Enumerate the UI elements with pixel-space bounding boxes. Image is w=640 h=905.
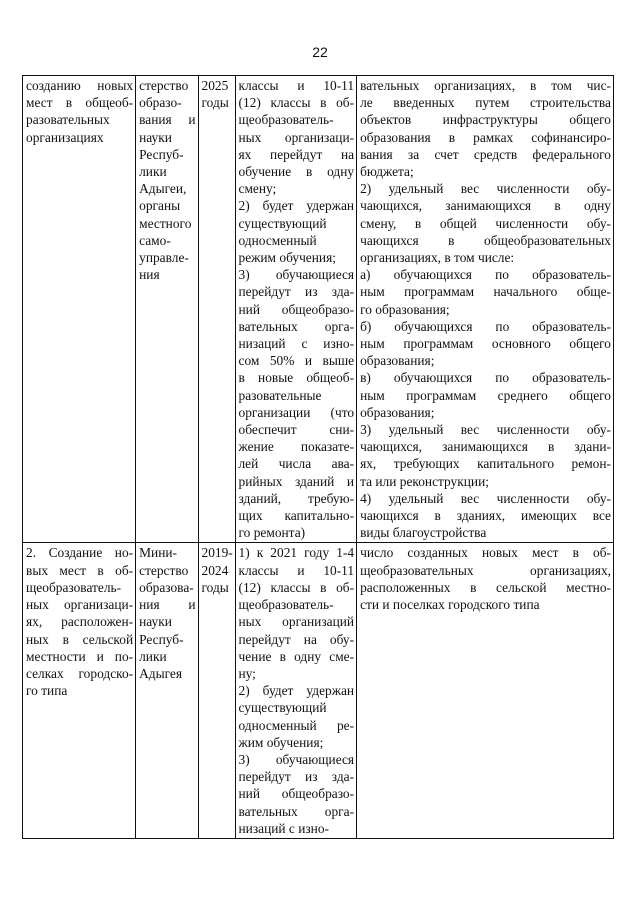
cell-line: лей числа ава-: [238, 456, 355, 472]
cell-line: 2024: [201, 562, 229, 578]
cell-line: ных организаци-: [238, 129, 355, 145]
cell-line: объектов инфраструктуры общего: [360, 112, 611, 128]
cell-line: рийных зданий и: [238, 473, 355, 489]
cell-line: Респуб-: [139, 146, 184, 162]
cell-line: Мини-: [139, 545, 177, 561]
cell-line: ний общеобразо-: [238, 786, 355, 802]
cell-line: го типа: [26, 683, 68, 699]
cell-line: вательных орга-: [238, 803, 355, 819]
deadline-cell: [198, 76, 235, 543]
cell-line: а) обучающихся по образователь-: [360, 267, 611, 283]
indicator-cell: [357, 543, 614, 838]
cell-line: образования в рамках софинансиро-: [360, 129, 611, 145]
deadline-cell: [198, 543, 235, 838]
cell-line: вания за счет средств федерального: [360, 146, 611, 162]
table-row: [23, 76, 614, 543]
cell-line: 3) обучающиеся: [238, 267, 355, 283]
cell-line: число созданных новых мест в об-: [360, 545, 611, 561]
cell-line: селках городско-: [26, 665, 134, 681]
cell-line: 3) обучающиеся: [238, 751, 355, 767]
cell-line: в) обучающихся по образователь-: [360, 370, 611, 386]
cell-line: организации (что: [238, 404, 355, 420]
cell-line: ным программам среднего общего: [360, 387, 611, 403]
cell-line: щих капитально-: [238, 508, 355, 524]
cell-line: щеобразователь-: [238, 597, 334, 613]
cell-line: лики: [139, 648, 167, 664]
cell-line: стерство: [139, 78, 189, 93]
cell-line: само-: [139, 232, 171, 248]
cell-line: 2) будет удержан: [238, 198, 355, 214]
cell-line: ным программам начального обще-: [360, 284, 611, 300]
cell-line: та или реконструкции;: [360, 473, 489, 489]
cell-line: зданий, требую-: [238, 490, 355, 506]
cell-line: организациях, в том числе:: [360, 250, 515, 266]
cell-line: виды благоустройства: [360, 525, 487, 541]
cell-line: жим обучения;: [238, 734, 324, 750]
cell-line: вания и: [139, 112, 196, 128]
cell-line: щеобразователь-: [238, 112, 334, 128]
cell-line: чающихся в зданиях, имеющих все: [360, 508, 611, 524]
cell-line: го ремонта): [238, 525, 306, 541]
page-number: 22: [312, 44, 328, 60]
cell-line: чающихся, занимающихся в одну: [360, 198, 611, 214]
cell-line: го образования;: [360, 301, 450, 317]
cell-line: 2) будет удержан: [238, 683, 355, 699]
cell-line: 1) к 2021 году 1-4: [238, 545, 355, 561]
cell-line: перейдут из зда-: [238, 284, 355, 300]
cell-line: ях перейдут на: [238, 146, 355, 162]
cell-line: науки: [139, 129, 172, 145]
cell-line: образования;: [360, 353, 435, 369]
responsible-executor-cell: [136, 76, 198, 543]
cell-line: образова-: [139, 579, 194, 595]
expected-result-cell: [235, 543, 357, 838]
cell-line: (12) классы в об-: [238, 95, 355, 111]
cell-line: перейдут из зда-: [238, 769, 355, 785]
cell-line: вых мест в об-: [26, 562, 134, 578]
measure-name-cell: [23, 543, 136, 838]
cell-line: 2025: [201, 78, 229, 93]
cell-line: низаций с изно-: [238, 336, 355, 352]
cell-line: годы: [201, 579, 229, 595]
cell-line: 2. Создание но-: [26, 545, 134, 561]
cell-line: местного: [139, 215, 192, 231]
cell-line: вательных орга-: [238, 318, 355, 334]
cell-line: организациях: [26, 129, 104, 145]
cell-line: классы и 10-11: [238, 78, 355, 93]
cell-line: образования;: [360, 404, 435, 420]
cell-line: щеобразователь-: [26, 579, 122, 595]
cell-line: 4) удельный вес численности обу-: [360, 490, 611, 506]
cell-line: ле введенных путем строительства: [360, 95, 611, 111]
cell-line: существующий: [238, 700, 327, 716]
cell-line: образо-: [139, 95, 182, 111]
table-row: [23, 543, 614, 838]
cell-line: ния и: [139, 597, 196, 613]
cell-line: перейдут на обу-: [238, 631, 355, 647]
cell-line: ных организаций: [238, 614, 355, 630]
cell-line: в новые общеоб-: [238, 370, 355, 386]
program-table: [22, 75, 614, 839]
cell-line: расположенных в сельской местно-: [360, 579, 611, 595]
cell-line: разовательные: [238, 387, 322, 403]
cell-line: годы: [201, 95, 229, 111]
cell-line: ях, расположен-: [26, 614, 134, 630]
cell-line: сти и поселках городского типа: [360, 597, 540, 613]
cell-line: мест в общеоб-: [26, 95, 134, 111]
cell-line: ну;: [238, 665, 256, 681]
cell-line: существующий: [238, 215, 327, 231]
cell-line: чающихся, занимающихся в здани-: [360, 439, 611, 455]
cell-line: односменный ре-: [238, 717, 355, 733]
cell-line: лики: [139, 164, 167, 180]
cell-line: б) обучающихся по образователь-: [360, 318, 611, 334]
cell-line: созданию новых: [26, 78, 134, 93]
cell-line: смену;: [238, 181, 277, 197]
cell-line: местности и по-: [26, 648, 134, 664]
cell-line: 2) удельный вес численности обу-: [360, 181, 611, 197]
cell-line: Адыгеи,: [139, 181, 187, 197]
cell-line: обеспечит сни-: [238, 422, 355, 438]
cell-line: вательных организациях, в том чис-: [360, 78, 611, 93]
cell-line: бюджета;: [360, 164, 414, 180]
cell-line: науки: [139, 614, 172, 630]
cell-line: односменный: [238, 232, 317, 248]
cell-line: ния: [139, 267, 160, 283]
cell-line: низаций с изно-: [238, 820, 329, 836]
cell-line: обучение в одну: [238, 164, 355, 180]
cell-line: классы и 10-11: [238, 562, 355, 578]
cell-line: 3) удельный вес численности обу-: [360, 422, 611, 438]
cell-line: ных в сельской: [26, 631, 134, 647]
cell-line: Адыгея: [139, 665, 183, 681]
cell-line: разовательных: [26, 112, 110, 128]
responsible-executor-cell: [136, 543, 198, 838]
cell-line: сом 50% и выше: [238, 353, 355, 369]
cell-line: ний общеобразо-: [238, 301, 355, 317]
cell-line: ях, требующих капитального ремон-: [360, 456, 611, 472]
cell-line: жение показате-: [238, 439, 355, 455]
cell-line: стерство: [139, 562, 189, 578]
cell-line: 2019-: [201, 545, 233, 561]
cell-line: чающихся в общеобразовательных: [360, 232, 611, 248]
cell-line: режим обучения;: [238, 250, 336, 266]
measure-name-cell: [23, 76, 136, 543]
cell-line: органы: [139, 198, 181, 214]
indicator-cell: [357, 76, 614, 543]
cell-line: смену, в общей численности обу-: [360, 215, 611, 231]
cell-line: (12) классы в об-: [238, 579, 355, 595]
cell-line: ных организаци-: [26, 597, 134, 613]
expected-result-cell: [235, 76, 357, 543]
cell-line: Респуб-: [139, 631, 184, 647]
cell-line: чение в одну сме-: [238, 648, 355, 664]
cell-line: щеобразовательных организациях,: [360, 562, 611, 578]
cell-line: управле-: [139, 250, 189, 266]
cell-line: ным программам основного общего: [360, 336, 611, 352]
